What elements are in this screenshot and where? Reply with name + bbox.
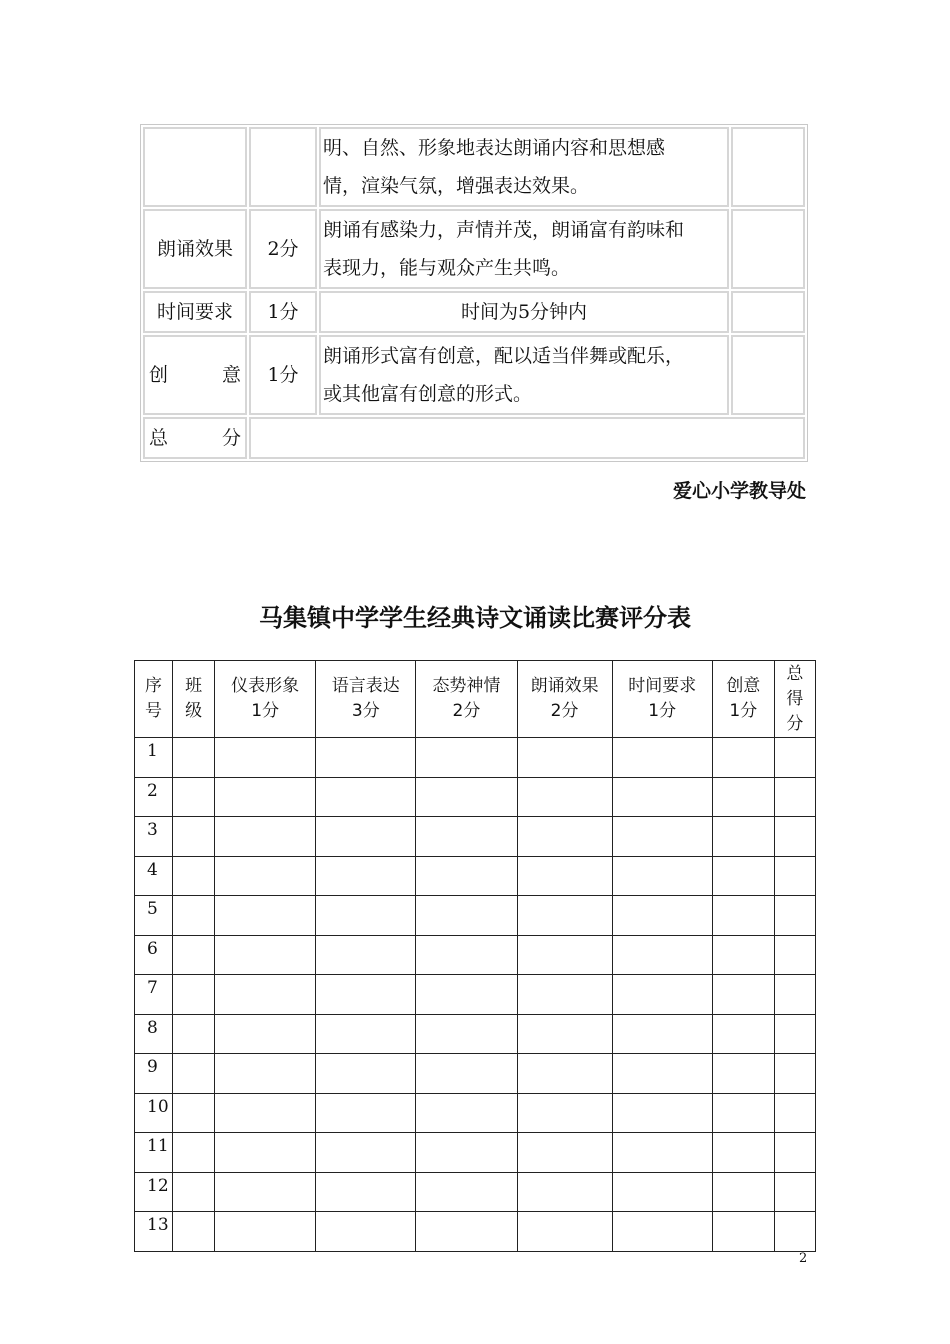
criteria-line: 情，渲染气氛，增强表达效果。 — [323, 175, 590, 197]
score-input-cell[interactable] — [215, 935, 316, 975]
score-input-cell[interactable] — [712, 935, 774, 975]
score-input-cell[interactable] — [774, 777, 815, 817]
score-input-cell[interactable] — [612, 856, 712, 896]
rubric-item-cell: 朗诵效果 — [143, 209, 247, 289]
score-input-cell[interactable] — [517, 935, 612, 975]
score-input-cell[interactable] — [416, 935, 517, 975]
header-cell-creativity — [712, 661, 774, 738]
score-input-cell[interactable] — [215, 1054, 316, 1094]
score-input-cell[interactable] — [517, 1054, 612, 1094]
score-input-cell[interactable] — [712, 777, 774, 817]
header-cell-time — [612, 661, 712, 738]
score-input-cell[interactable] — [316, 975, 416, 1015]
table-row — [135, 738, 816, 778]
score-input-cell[interactable] — [416, 856, 517, 896]
score-input-cell[interactable] — [416, 1014, 517, 1054]
rubric-criteria-cell — [319, 335, 729, 415]
score-input-cell[interactable] — [316, 817, 416, 857]
score-input-cell[interactable] — [612, 975, 712, 1015]
score-sheet-table — [134, 660, 816, 1252]
score-input-cell[interactable] — [774, 1133, 815, 1173]
rubric-total-cell — [249, 417, 805, 459]
rubric-row-total — [143, 417, 805, 459]
score-input-cell[interactable] — [712, 896, 774, 936]
header-line: 总 — [786, 663, 804, 684]
score-input-cell[interactable] — [316, 896, 416, 936]
row-number-cell: 9 — [135, 1054, 173, 1094]
table-row — [135, 777, 816, 817]
score-input-cell[interactable] — [612, 1054, 712, 1094]
score-input-cell[interactable] — [173, 1014, 215, 1054]
score-input-cell[interactable] — [712, 1133, 774, 1173]
score-input-cell[interactable] — [215, 896, 316, 936]
row-number-cell: 4 — [135, 856, 173, 896]
score-input-cell[interactable] — [215, 1172, 316, 1212]
rubric-item-cell: 时间要求 — [143, 291, 247, 333]
rubric-table — [140, 124, 808, 462]
score-input-cell[interactable] — [316, 856, 416, 896]
score-input-cell[interactable] — [712, 1014, 774, 1054]
rubric-points-cell — [249, 127, 317, 207]
rubric-row-continuation — [143, 127, 805, 207]
score-input-cell[interactable] — [316, 738, 416, 778]
score-input-cell[interactable] — [712, 1172, 774, 1212]
score-input-cell[interactable] — [517, 856, 612, 896]
score-input-cell[interactable] — [517, 777, 612, 817]
row-number-cell: 13 — [135, 1212, 173, 1252]
rubric-item-cell — [143, 417, 247, 459]
header-line: 时间要求 — [628, 676, 697, 696]
rubric-points-cell: 2分 — [249, 209, 317, 289]
criteria-line: 明、自然、形象地表达朗诵内容和思想感 — [323, 137, 666, 159]
score-input-cell[interactable] — [612, 1014, 712, 1054]
issuing-office: 爱心小学教导处 — [672, 480, 806, 502]
rubric-item-cell — [143, 127, 247, 207]
table-row — [135, 856, 816, 896]
header-line: 1分 — [729, 701, 758, 721]
header-line: 创意 — [726, 676, 761, 696]
header-line: 态势神情 — [432, 676, 501, 696]
header-line: 1分 — [251, 701, 280, 721]
rubric-score-cell — [731, 291, 805, 333]
score-input-cell[interactable] — [517, 1133, 612, 1173]
score-input-cell[interactable] — [774, 975, 815, 1015]
score-sheet-body — [135, 738, 816, 1252]
header-cell-number — [135, 661, 173, 738]
table-row — [135, 1014, 816, 1054]
table-row — [135, 1172, 816, 1212]
score-input-cell[interactable] — [712, 975, 774, 1015]
table-row — [135, 935, 816, 975]
score-input-cell[interactable] — [416, 975, 517, 1015]
rubric-row-creativity — [143, 335, 805, 415]
score-input-cell[interactable] — [316, 1014, 416, 1054]
score-sheet-title: 马集镇中学学生经典诗文诵读比赛评分表 — [259, 604, 691, 632]
header-line: 班 — [185, 676, 203, 696]
score-input-cell[interactable] — [612, 1093, 712, 1133]
row-number-cell: 2 — [135, 777, 173, 817]
rubric-criteria-cell — [319, 127, 729, 207]
item-char: 创 — [149, 364, 169, 386]
score-input-cell[interactable] — [215, 975, 316, 1015]
score-input-cell[interactable] — [774, 817, 815, 857]
score-input-cell[interactable] — [416, 896, 517, 936]
header-line: 序 — [145, 676, 163, 696]
row-number-cell: 5 — [135, 896, 173, 936]
score-input-cell[interactable] — [774, 1054, 815, 1094]
header-line: 得 — [786, 688, 804, 709]
page-number: 2 — [799, 1251, 808, 1266]
score-input-cell[interactable] — [774, 1093, 815, 1133]
score-input-cell[interactable] — [416, 1054, 517, 1094]
rubric-score-cell — [731, 127, 805, 207]
score-input-cell[interactable] — [416, 817, 517, 857]
rubric-score-cell — [731, 335, 805, 415]
criteria-line: 或其他富有创意的形式。 — [323, 383, 533, 405]
score-input-cell[interactable] — [517, 817, 612, 857]
header-line: 2分 — [550, 701, 579, 721]
score-input-cell[interactable] — [215, 1212, 316, 1252]
header-cell-language — [316, 661, 416, 738]
row-number-cell: 3 — [135, 817, 173, 857]
score-input-cell[interactable] — [416, 738, 517, 778]
row-number-cell: 12 — [135, 1172, 173, 1212]
score-input-cell[interactable] — [712, 1093, 774, 1133]
score-input-cell[interactable] — [173, 1054, 215, 1094]
score-input-cell[interactable] — [612, 1212, 712, 1252]
header-row — [135, 661, 816, 738]
table-row — [135, 1093, 816, 1133]
score-input-cell[interactable] — [712, 738, 774, 778]
item-char: 总 — [149, 427, 169, 449]
header-cell-class — [173, 661, 215, 738]
criteria-line: 表现力，能与观众产生共鸣。 — [323, 257, 571, 279]
header-cell-total — [774, 661, 815, 738]
score-input-cell[interactable] — [173, 738, 215, 778]
header-line: 朗诵效果 — [530, 676, 599, 696]
score-input-cell[interactable] — [774, 896, 815, 936]
table-row — [135, 1054, 816, 1094]
score-input-cell[interactable] — [173, 777, 215, 817]
rubric-row-effect — [143, 209, 805, 289]
score-input-cell[interactable] — [712, 1212, 774, 1252]
header-line: 仪表形象 — [231, 676, 300, 696]
score-input-cell[interactable] — [215, 777, 316, 817]
score-input-cell[interactable] — [612, 1133, 712, 1173]
score-input-cell[interactable] — [517, 738, 612, 778]
score-input-cell[interactable] — [316, 1212, 416, 1252]
score-input-cell[interactable] — [173, 1133, 215, 1173]
score-input-cell[interactable] — [416, 1212, 517, 1252]
score-input-cell[interactable] — [215, 1014, 316, 1054]
score-input-cell[interactable] — [173, 1212, 215, 1252]
rubric-criteria-cell: 时间为5分钟内 — [319, 291, 729, 333]
header-cell-posture — [416, 661, 517, 738]
table-row — [135, 1212, 816, 1252]
score-input-cell[interactable] — [215, 856, 316, 896]
header-line: 2分 — [452, 701, 481, 721]
rubric-points-cell: 1分 — [249, 291, 317, 333]
score-input-cell[interactable] — [517, 896, 612, 936]
score-input-cell[interactable] — [173, 935, 215, 975]
score-input-cell[interactable] — [173, 1093, 215, 1133]
rubric-row-time — [143, 291, 805, 333]
rubric-criteria-cell — [319, 209, 729, 289]
score-input-cell[interactable] — [774, 856, 815, 896]
table-row — [135, 896, 816, 936]
table-row — [135, 1133, 816, 1173]
score-input-cell[interactable] — [774, 1212, 815, 1252]
score-input-cell[interactable] — [612, 817, 712, 857]
item-char: 意 — [221, 364, 241, 386]
score-input-cell[interactable] — [215, 817, 316, 857]
score-input-cell[interactable] — [712, 817, 774, 857]
score-input-cell[interactable] — [517, 1212, 612, 1252]
score-input-cell[interactable] — [774, 738, 815, 778]
score-input-cell[interactable] — [517, 1014, 612, 1054]
score-input-cell[interactable] — [173, 975, 215, 1015]
header-line: 分 — [786, 713, 804, 734]
score-input-cell[interactable] — [215, 1133, 316, 1173]
score-input-cell[interactable] — [774, 935, 815, 975]
score-input-cell[interactable] — [316, 777, 416, 817]
score-input-cell[interactable] — [774, 1014, 815, 1054]
score-input-cell[interactable] — [517, 975, 612, 1015]
score-input-cell[interactable] — [416, 1172, 517, 1212]
score-input-cell[interactable] — [612, 738, 712, 778]
score-input-cell[interactable] — [416, 1133, 517, 1173]
score-input-cell[interactable] — [416, 1093, 517, 1133]
rubric-item-cell — [143, 335, 247, 415]
score-input-cell[interactable] — [173, 1172, 215, 1212]
score-input-cell[interactable] — [173, 856, 215, 896]
table-row — [135, 975, 816, 1015]
score-input-cell[interactable] — [316, 935, 416, 975]
score-input-cell[interactable] — [215, 1093, 316, 1133]
rubric-points-cell: 1分 — [249, 335, 317, 415]
table-row — [135, 817, 816, 857]
score-input-cell[interactable] — [173, 896, 215, 936]
score-input-cell[interactable] — [612, 935, 712, 975]
score-input-cell[interactable] — [612, 1172, 712, 1212]
item-char: 分 — [221, 427, 241, 449]
row-number-cell: 1 — [135, 738, 173, 778]
row-number-cell: 10 — [135, 1093, 173, 1133]
row-number-cell: 6 — [135, 935, 173, 975]
criteria-line: 朗诵形式富有创意，配以适当伴舞或配乐， — [323, 345, 685, 367]
score-input-cell[interactable] — [173, 817, 215, 857]
criteria-line: 朗诵有感染力，声情并茂，朗诵富有韵味和 — [323, 219, 685, 241]
score-input-cell[interactable] — [774, 1172, 815, 1212]
score-input-cell[interactable] — [316, 1172, 416, 1212]
score-input-cell[interactable] — [316, 1054, 416, 1094]
header-cell-appearance — [215, 661, 316, 738]
header-line: 1分 — [648, 701, 677, 721]
score-input-cell[interactable] — [316, 1133, 416, 1173]
score-input-cell[interactable] — [316, 1093, 416, 1133]
row-number-cell: 11 — [135, 1133, 173, 1173]
score-input-cell[interactable] — [215, 738, 316, 778]
score-input-cell[interactable] — [712, 1054, 774, 1094]
score-input-cell[interactable] — [416, 777, 517, 817]
score-input-cell[interactable] — [517, 1172, 612, 1212]
rubric-score-cell — [731, 209, 805, 289]
header-cell-effect — [517, 661, 612, 738]
header-line: 3分 — [351, 701, 380, 721]
header-line: 语言表达 — [331, 676, 400, 696]
score-input-cell[interactable] — [612, 896, 712, 936]
score-input-cell[interactable] — [712, 856, 774, 896]
header-line: 号 — [145, 701, 163, 721]
score-input-cell[interactable] — [517, 1093, 612, 1133]
row-number-cell: 8 — [135, 1014, 173, 1054]
score-input-cell[interactable] — [612, 777, 712, 817]
header-line: 级 — [185, 701, 203, 721]
row-number-cell: 7 — [135, 975, 173, 1015]
